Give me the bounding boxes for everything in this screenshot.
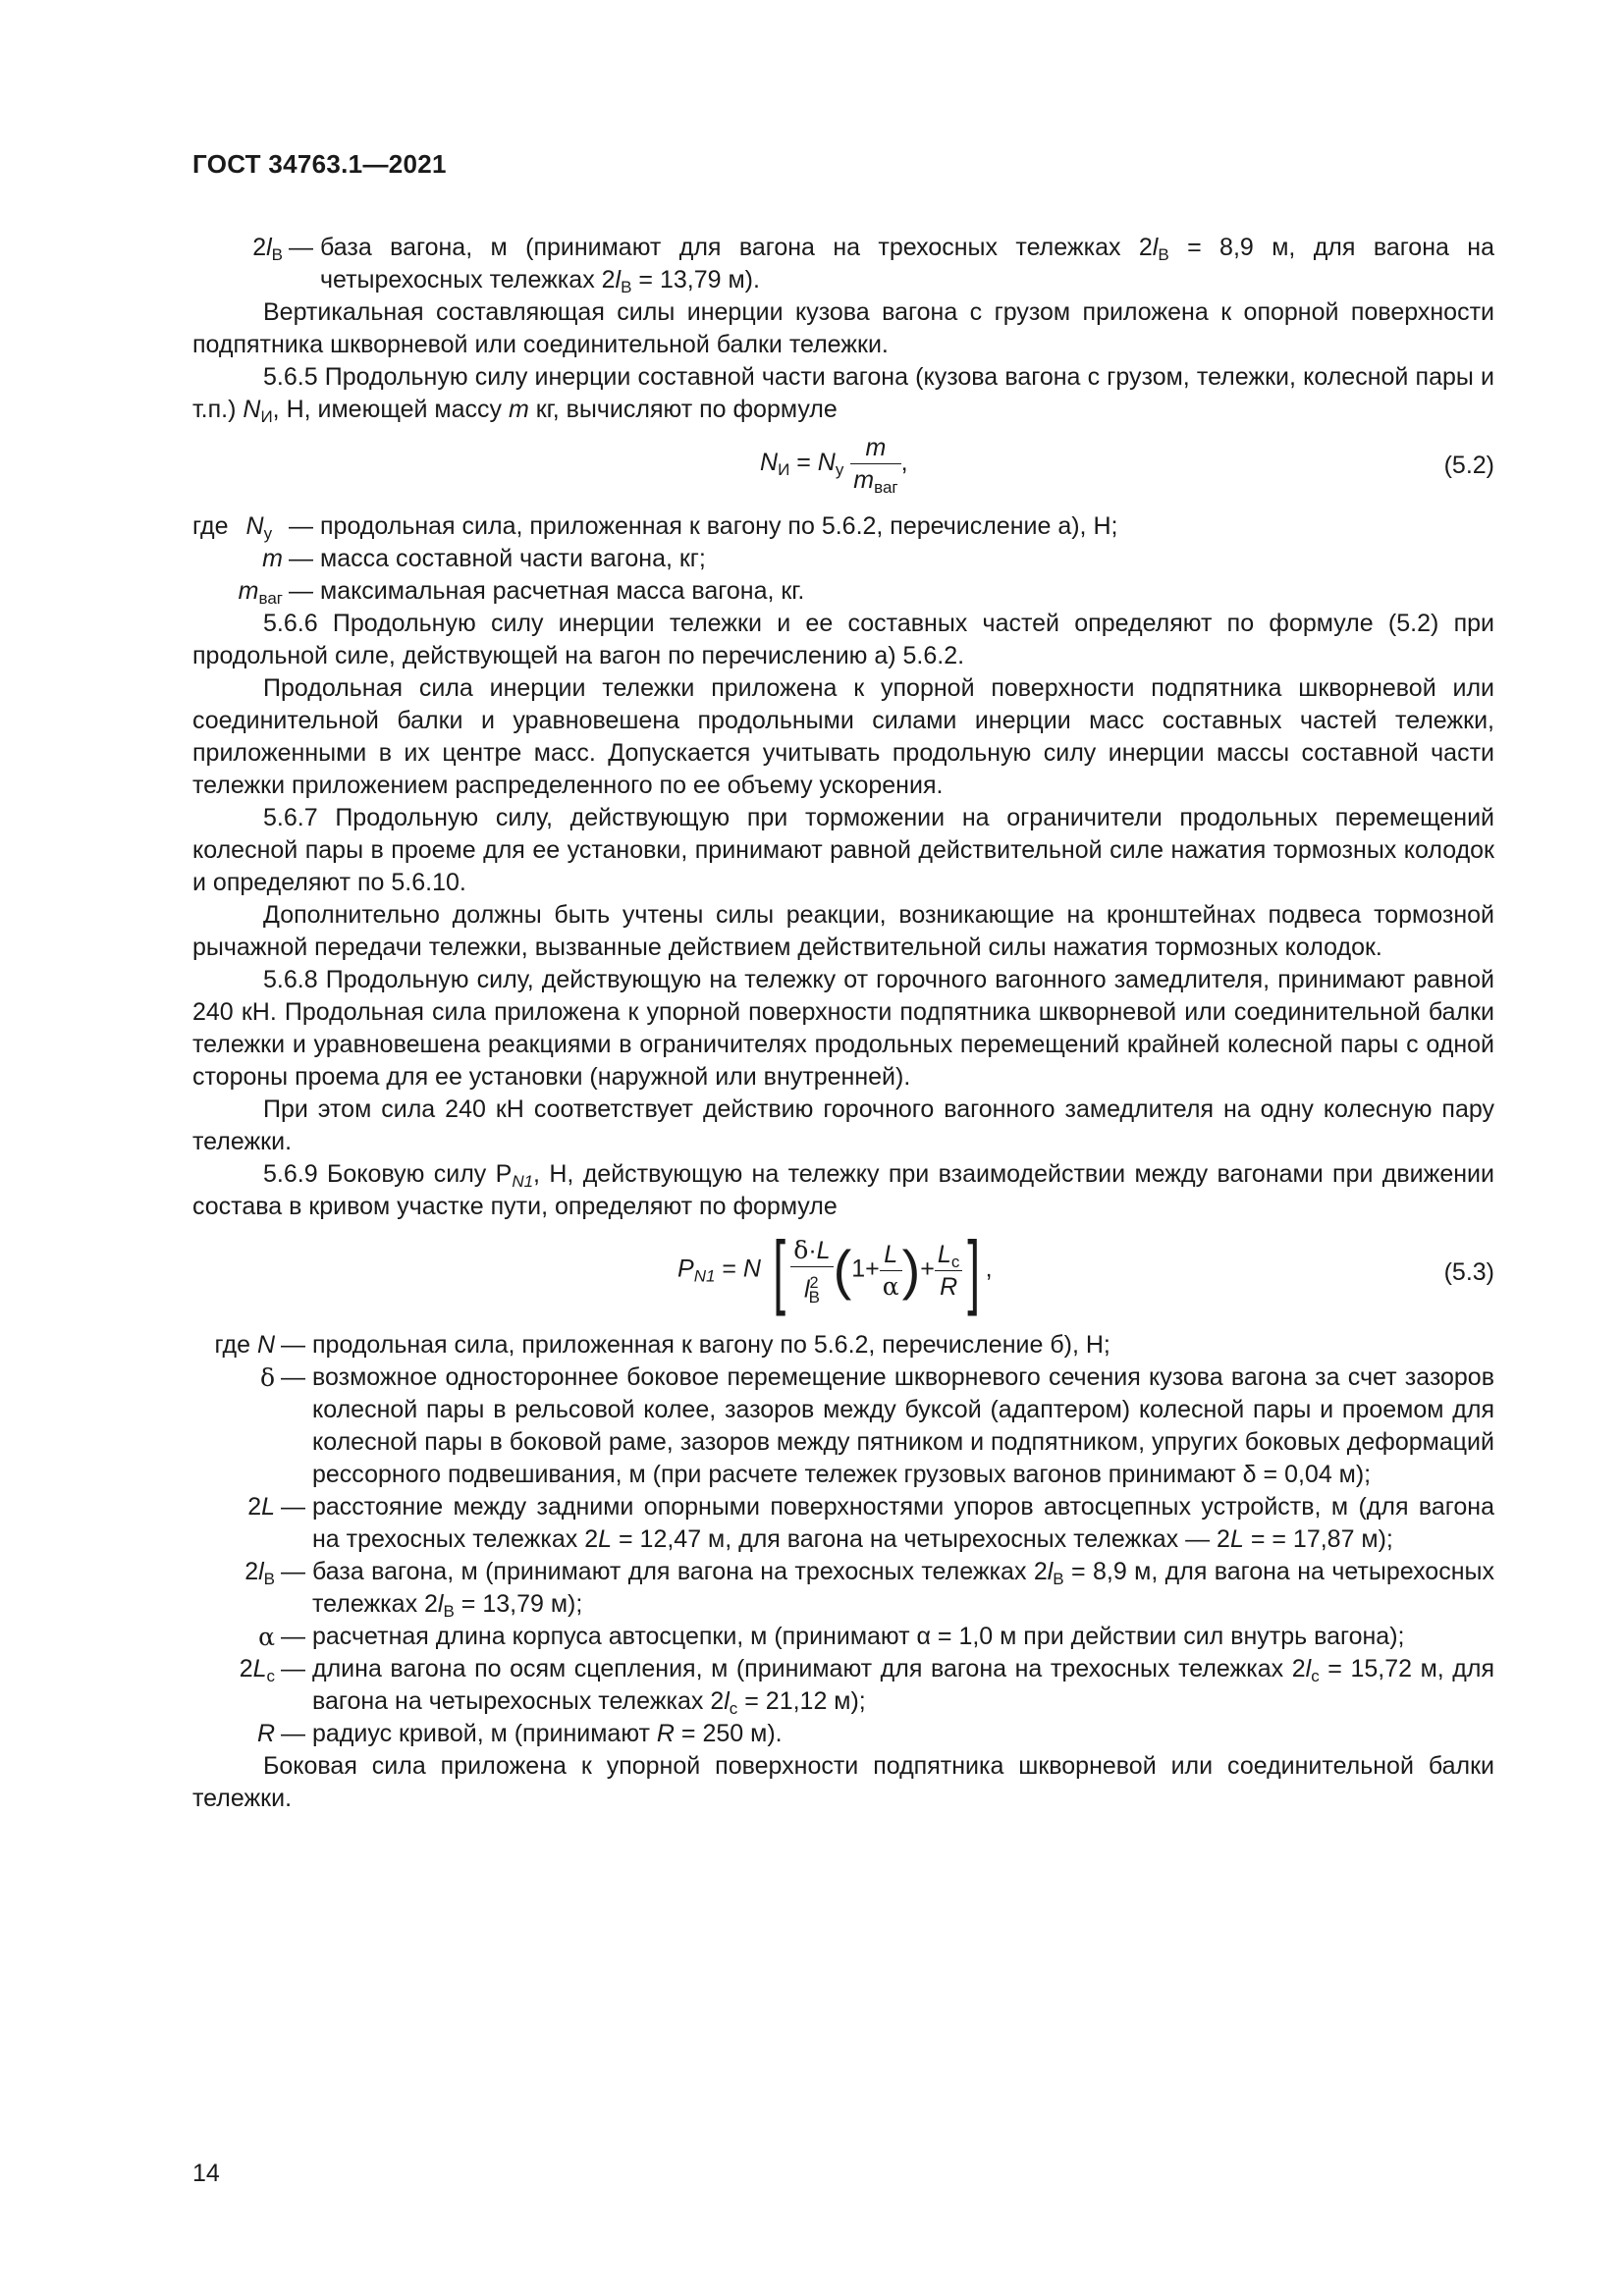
- definition-symbol: R: [256, 1720, 275, 1747]
- formula-fraction: $\frac{m}{m_{ваг}}$: [850, 432, 900, 496]
- definition-item: $2l_В$ — база вагона, м (принимают для вагона на трехосных тележках $2l_В = 8,9$ м, для вагона на четырехосных тележках $2l_В = 13,79$ м);: [192, 1556, 1494, 1621]
- definition-item: [192, 232, 1494, 296]
- definition-symbol: $2l_В$: [252, 234, 283, 264]
- definition-item: где $N_у$ — продольная сила, приложенная к вагону по 5.6.2, перечисление а), Н;: [192, 510, 1494, 543]
- paragraph: Продольная сила инерции тележки приложена к упорной поверхности подпятника шкворневой или соединительной балки и уравновешена продольными силами инерции масс составных частей тележки, приложенными в их центре масс. Допускается учитывать продольную силу инерции массы составной части тележки приложением распределенного по ее объему ускорения.: [192, 674, 1494, 799]
- definition-text: радиус кривой, м (принимают R = 250 м).: [312, 1720, 783, 1747]
- definition-symbol: α: [258, 1623, 275, 1651]
- definition-item: m — масса составной части вагона, кг;: [192, 543, 1494, 575]
- definition-item: $m_{ваг}$ — максимальная расчетная масса вагона, кг.: [192, 575, 1494, 608]
- definition-text: продольная сила, приложенная к вагону по 5.6.2, перечисление а), Н;: [320, 512, 1118, 540]
- definition-item: 2L — расстояние между задними опорными поверхностями упоров автосцепных устройств, м (для вагона на трехосных тележках 2L = 12,47 м, для вагона на четырехосных тележках — 2L = = 17,87 м);: [192, 1491, 1494, 1556]
- definition-text: расстояние между задними опорными поверхностями упоров автосцепных устройств, м (для вагона на трехосных тележках 2L = 12,47 м, для вагона на четырехосных тележках — 2L = = 17,87 м);: [312, 1493, 1494, 1553]
- definition-text: масса составной части вагона, кг;: [320, 545, 706, 572]
- definition-item: R — радиус кривой, м (принимают R = 250 м).: [192, 1718, 1494, 1750]
- definition-symbol: δ: [259, 1363, 275, 1392]
- definition-symbol: $2l_В$: [244, 1558, 275, 1588]
- definition-text: база вагона, м (принимают для вагона на трехосных тележках $2l_В = 8,9$ м, для вагона на четырехосных тележках $2l_В = 13,79$ м).: [320, 234, 1495, 296]
- paragraph: 5.6.8 Продольную силу, действующую на тележку от горочного вагонного замедлителя, принимают равной 240 кН. Продольная сила приложена к упорной поверхности подпятника шкворневой или соединительной балки тележки и уравновешена реакциями в ограничителях продольных перемещений крайней колесной пары с одной стороны проема для ее установки (наружной или внутренней).: [192, 966, 1494, 1091]
- definition-symbol: где N: [214, 1331, 275, 1359]
- paragraph: 5.6.5 Продольную силу инерции составной части вагона (кузова вагона с грузом, тележки, колесной пары и т.п.) $N_И$, Н, имеющей массу m кг, вычисляют по формуле: [192, 363, 1494, 426]
- definition-text: длина вагона по осям сцепления, м (принимают для вагона на трехосных тележках $2l_с = 15,72$ м, для вагона на четырехосных тележках $2l_с = 21,12$ м);: [312, 1655, 1495, 1718]
- paragraph: 5.6.6 Продольную силу инерции тележки и ее составных частей определяют по формуле (5.2) при продольной силе, действующей на вагон по перечислению а) 5.6.2.: [192, 610, 1494, 669]
- paragraph: Вертикальная составляющая силы инерции кузова вагона с грузом приложена к опорной поверхности подпятника шкворневой или соединительной балки тележки.: [192, 298, 1494, 358]
- definition-item: α — расчетная длина корпуса автосцепки, м (принимают α = 1,0 м при действии сил внутрь вагона);: [192, 1621, 1494, 1653]
- formula-number: (5.2): [1443, 452, 1494, 479]
- definition-symbol: $m_{ваг}$: [238, 577, 283, 608]
- formula-fraction: $\frac{L_c}{R}$: [935, 1239, 962, 1303]
- definition-symbol: $2L_с$: [239, 1655, 275, 1685]
- definition-text: максимальная расчетная масса вагона, кг.: [320, 577, 805, 605]
- definition-symbol: 2L: [247, 1493, 275, 1521]
- definition-text: база вагона, м (принимают для вагона на трехосных тележках $2l_В = 8,9$ м, для вагона на четырехосных тележках $2l_В = 13,79$ м);: [312, 1558, 1494, 1621]
- paragraph: 5.6.9 Боковую силу $Р_{N1}$, Н, действующую на тележку при взаимодействии между вагонами при движении состава в кривом участке пути, определяют по формуле: [192, 1160, 1494, 1220]
- definition-symbol: где $N_у$: [192, 512, 273, 543]
- paragraph: При этом сила 240 кН соответствует действию горочного вагонного замедлителя на одну колесную пару тележки.: [192, 1095, 1494, 1155]
- formula-5-2: [192, 426, 1494, 510]
- paragraph: 5.6.7 Продольную силу, действующую при торможении на ограничители продольных перемещений колесной пары в проеме для ее установки, принимают равной действительной силе нажатия тормозных колодок и определяют по 5.6.10.: [192, 804, 1494, 896]
- definition-text: расчетная длина корпуса автосцепки, м (принимают α = 1,0 м при действии сил внутрь вагона);: [312, 1623, 1405, 1650]
- formula-expression: $N_И = N_у$ $\frac{m}{m_{ваг}}$ ,: [760, 434, 908, 497]
- definition-item: $2L_с$ — длина вагона по осям сцепления, м (принимают для вагона на трехосных тележках $2l_с = 15,72$ м, для вагона на четырехосных тележках $2l_с = 21,12$ м);: [192, 1653, 1494, 1718]
- definition-item: δ — возможное одностороннее боковое перемещение шкворневого сечения кузова вагона за счет зазоров колесной пары в рельсовой колее, зазоров между буксой (адаптером) колесной пары и проемом для колесной пары в боковой раме, зазоров между пятником и подпятником, упругих боковых деформаций рессорного подвешивания, м (при расчете тележек грузовых вагонов принимают δ = 0,04 м);: [192, 1362, 1494, 1491]
- definition-text: продольная сила, приложенная к вагону по 5.6.2, перечисление б), Н;: [312, 1331, 1110, 1359]
- paragraph: Дополнительно должны быть учтены силы реакции, возникающие на кронштейнах подвеса тормозной рычажной передачи тележки, вызванные действием действительной силы нажатия тормозных колодок.: [192, 901, 1494, 961]
- formula-fraction: $\frac{\delta\cdot L}{l^2_В}$: [790, 1235, 833, 1305]
- definition-dash: —: [289, 234, 313, 261]
- formula-expression: $P_{N1} = N$ [ $\frac{\delta\cdot L}{l^2_В}$ (1+ $\frac{L}{\alpha}$ )+ $\frac{L_c}{R}$ ] ,: [677, 1224, 993, 1316]
- page-number: 14: [192, 2160, 220, 2187]
- definition-symbol: m: [262, 545, 283, 572]
- formula-5-3: [192, 1223, 1494, 1329]
- definition-text: возможное одностороннее боковое перемещение шкворневого сечения кузова вагона за счет зазоров колесной пары в рельсовой колее, зазоров между буксой (адаптером) колесной пары и проемом для колесной пары в боковой раме, зазоров между пятником и подпятником, упругих боковых деформаций рессорного подвешивания, м (при расчете тележек грузовых вагонов принимают δ = 0,04 м);: [312, 1363, 1494, 1488]
- formula-fraction: $\frac{L}{\alpha}$: [880, 1239, 902, 1303]
- document-body: [192, 232, 1494, 1815]
- document-header: ГОСТ 34763.1—2021: [192, 149, 447, 179]
- paragraph: Боковая сила приложена к упорной поверхности подпятника шкворневой или соединительной балки тележки.: [192, 1752, 1494, 1812]
- definition-item: где N — продольная сила, приложенная к вагону по 5.6.2, перечисление б), Н;: [192, 1329, 1494, 1362]
- formula-number: (5.3): [1443, 1258, 1494, 1286]
